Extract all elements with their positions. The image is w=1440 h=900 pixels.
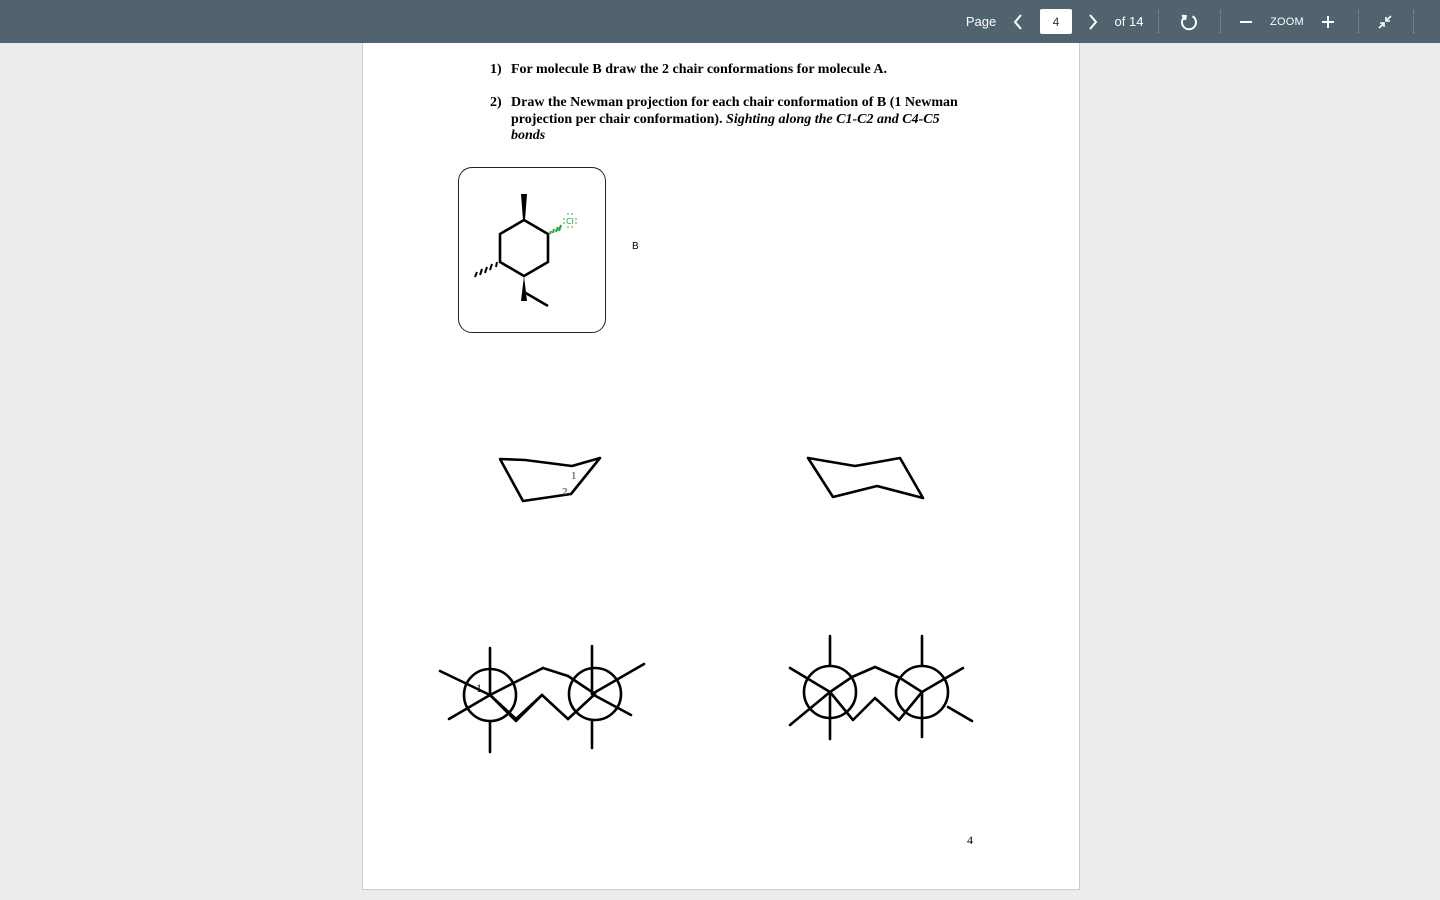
plus-icon[interactable] bbox=[1318, 0, 1338, 43]
collapse-icon[interactable] bbox=[1373, 0, 1397, 43]
chlorine-label: Cl bbox=[566, 217, 574, 226]
rotate-icon[interactable] bbox=[1176, 0, 1202, 43]
document-page bbox=[362, 43, 1080, 890]
question-number: 2) bbox=[490, 95, 502, 110]
question-body: Draw the Newman projection for each chair conformation of B (1 Newman projection per chair conformation). bbox=[511, 95, 958, 127]
chevron-right-icon[interactable] bbox=[1083, 0, 1103, 43]
question-text: For molecule B draw the 2 chair conformations for molecule A. bbox=[511, 62, 887, 77]
chair-label-2: 2 bbox=[562, 486, 568, 498]
toolbar-divider bbox=[1220, 10, 1221, 33]
newman-template-right bbox=[363, 43, 1079, 890]
question-number: 1) bbox=[490, 62, 502, 77]
toolbar-divider bbox=[1413, 10, 1414, 33]
newman-label-1: 1 bbox=[476, 681, 482, 695]
molecule-label: B bbox=[632, 241, 639, 252]
page-count: of 14 bbox=[1114, 14, 1144, 29]
toolbar-divider bbox=[1358, 10, 1359, 33]
page-number: 4 bbox=[967, 833, 973, 847]
chair-label-1: 1 bbox=[571, 470, 577, 482]
page-label: Page bbox=[965, 14, 997, 29]
toolbar-divider bbox=[1158, 10, 1159, 33]
viewer-toolbar bbox=[0, 0, 1440, 43]
page-number-input[interactable] bbox=[1040, 9, 1072, 34]
zoom-label: ZOOM bbox=[1270, 15, 1304, 28]
chevron-left-icon[interactable] bbox=[1008, 0, 1028, 43]
minus-icon[interactable] bbox=[1236, 0, 1256, 43]
question-emphasis: Sighting along the C1-C2 and C4-C5 bonds bbox=[511, 111, 940, 143]
